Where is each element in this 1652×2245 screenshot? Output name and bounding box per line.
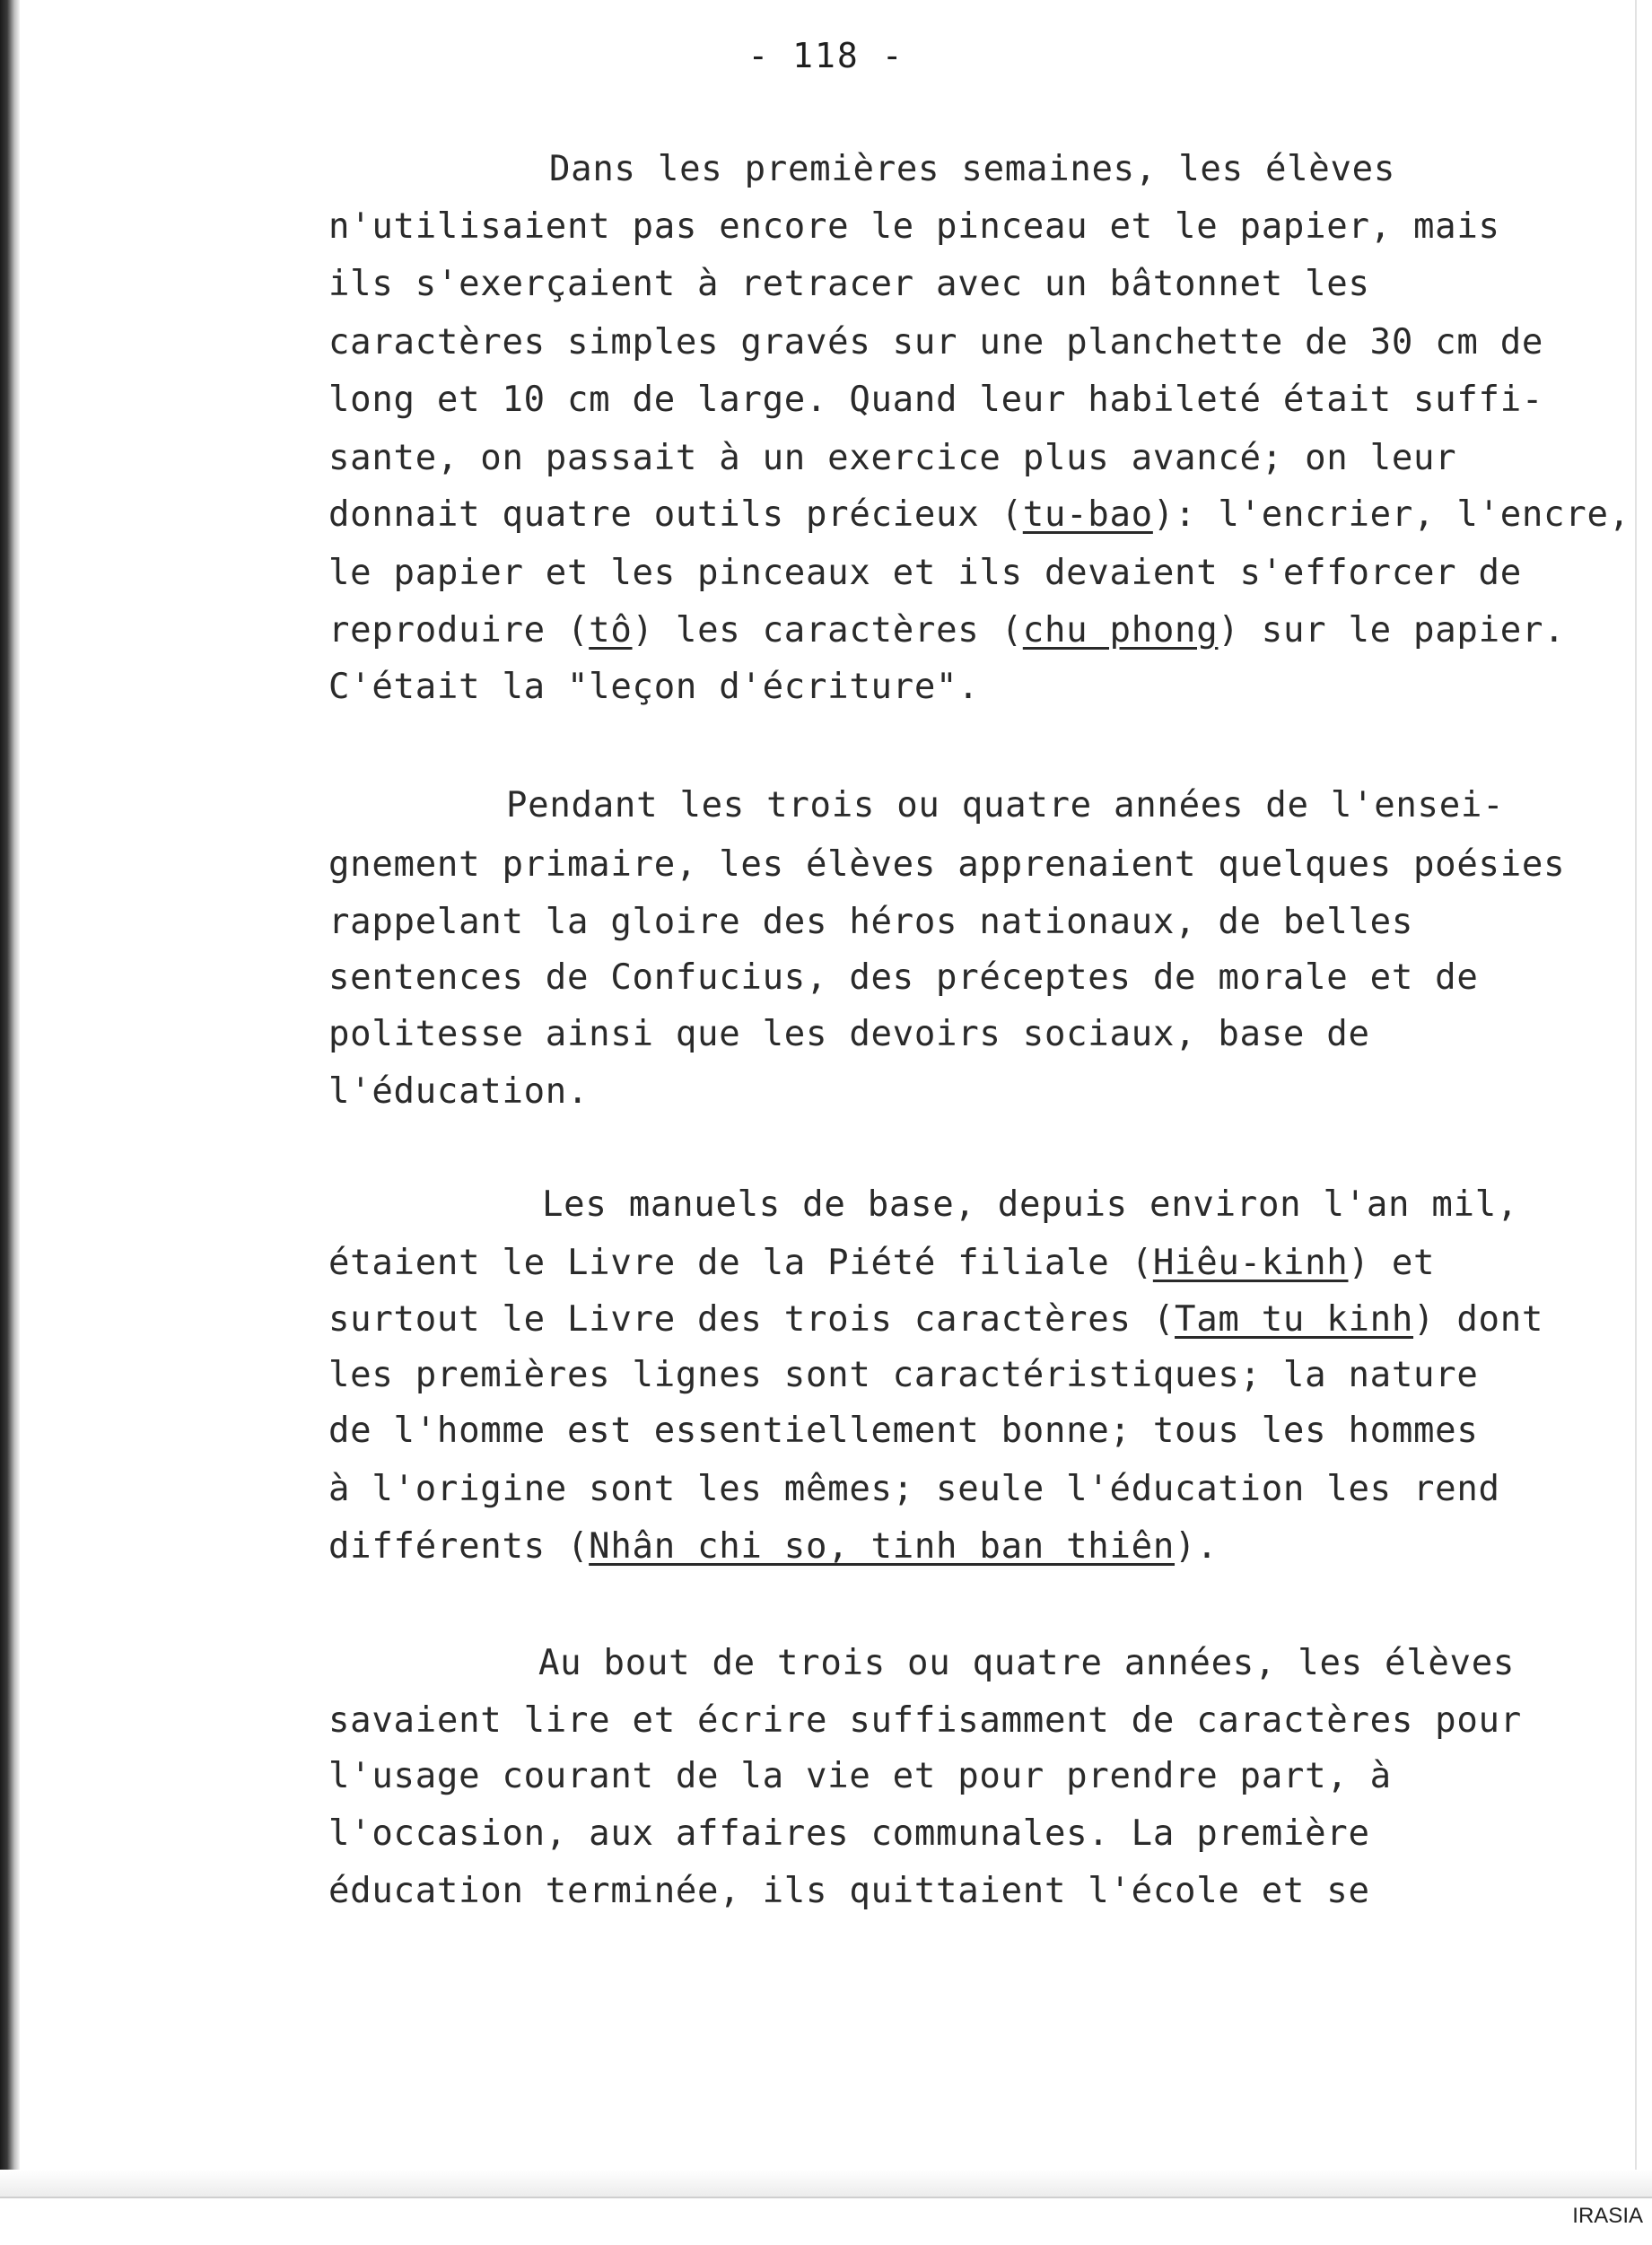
text-segment: surtout le Livre des trois caractères ( (328, 1299, 1176, 1340)
text-segment: l'usage courant de la vie et pour prendre part, à (328, 1756, 1392, 1796)
text-segment: le papier et les pinceaux et ils devaient s'efforcer de (328, 553, 1522, 593)
text-segment: les premières lignes sont caractéristiques; la nature (328, 1355, 1479, 1395)
underlined-term: Hiêu-kinh (1152, 1243, 1349, 1283)
text-segment: ) les caractères ( (632, 610, 1023, 651)
page-bottom-shadow (0, 2170, 1652, 2197)
text-line (328, 1700, 1522, 1742)
text-segment: sante, on passait à un exercice plus avancé; on leur (328, 438, 1457, 478)
text-segment: ). (1175, 1526, 1219, 1567)
underlined-term: Nhân chi so, tinh ban thiên (589, 1526, 1176, 1567)
text-segment: reproduire ( (328, 610, 590, 651)
text-line (328, 1243, 1435, 1284)
text-segment: sentences de Confucius, des préceptes de morale et de (328, 957, 1479, 998)
text-segment: ils s'exerçaient à retracer avec un bâtonnet les (328, 264, 1370, 304)
text-segment: n'utilisaient pas encore le pinceau et le papier, mais (328, 206, 1500, 247)
text-segment: l'occasion, aux affaires communales. La première (328, 1813, 1370, 1854)
text-line (328, 438, 1456, 479)
underlined-term: tu-bao (1022, 494, 1153, 535)
text-segment: éducation terminée, ils quittaient l'école et se (328, 1871, 1370, 1911)
text-line (328, 553, 1522, 594)
text-segment: gnement primaire, les élèves apprenaient quelques poésies (328, 844, 1566, 885)
text-line (506, 785, 1504, 826)
text-line (328, 1871, 1370, 1912)
scan-footer-band (0, 2197, 1652, 2245)
text-segment: l'éducation. (328, 1071, 590, 1112)
text-segment: savaient lire et écrire suffisamment de caractères pour (328, 1700, 1522, 1741)
text-line (328, 322, 1543, 363)
text-line (328, 667, 979, 708)
text-segment: étaient le Livre de la Piété filiale ( (328, 1243, 1153, 1283)
text-line (549, 149, 1395, 190)
text-line (328, 380, 1543, 421)
text-line (328, 844, 1565, 886)
text-line (328, 494, 1630, 536)
text-line (328, 610, 1565, 651)
text-line (328, 957, 1479, 999)
text-line (328, 1355, 1479, 1396)
text-segment: long et 10 cm de large. Quand leur habileté était suffi- (328, 380, 1544, 420)
text-line (328, 1411, 1479, 1452)
text-line (328, 1071, 589, 1113)
page-number: - 118 - (747, 36, 905, 75)
underlined-term: tô (589, 610, 633, 651)
text-segment: à l'origine sont les mêmes; seule l'éducation les rend (328, 1469, 1500, 1509)
text-segment: donnait quatre outils précieux ( (328, 494, 1023, 535)
text-line (328, 1756, 1392, 1797)
text-line (328, 1813, 1370, 1855)
archive-watermark: IRASIA (1572, 2204, 1643, 2228)
text-line (328, 1469, 1500, 1510)
text-segment: Dans les premières semaines, les élèves (549, 149, 1396, 189)
text-segment: Pendant les trois ou quatre années de l'ensei- (506, 785, 1505, 825)
text-segment: ): l'encrier, l'encre, (1152, 494, 1630, 535)
text-segment: différents ( (328, 1526, 590, 1567)
text-segment: Les manuels de base, depuis environ l'an mil, (542, 1184, 1519, 1225)
text-segment: politesse ainsi que les devoirs sociaux, base de (328, 1014, 1370, 1054)
text-line (328, 1014, 1370, 1055)
text-segment: rappelant la gloire des héros nationaux, de belles (328, 902, 1413, 942)
text-line (328, 264, 1370, 305)
text-line (328, 1526, 1218, 1568)
underlined-term: Tam tu kinh (1175, 1299, 1414, 1340)
scan-right-edge (1635, 0, 1637, 2189)
text-segment: ) et (1348, 1243, 1436, 1283)
text-segment: de l'homme est essentiellement bonne; tous les hommes (328, 1411, 1479, 1451)
text-segment: ) sur le papier. (1218, 610, 1566, 651)
text-segment: caractères simples gravés sur une planchette de 30 cm de (328, 322, 1544, 363)
underlined-term: chu phong (1022, 610, 1219, 651)
scan-binding-edge (0, 0, 20, 2243)
text-line (542, 1184, 1518, 1226)
text-line (328, 902, 1413, 943)
text-line (538, 1643, 1515, 1684)
text-segment: ) dont (1413, 1299, 1544, 1340)
text-segment: C'était la "leçon d'écriture". (328, 667, 980, 707)
text-line (328, 206, 1500, 248)
text-line (328, 1299, 1543, 1341)
text-segment: Au bout de trois ou quatre années, les élèves (538, 1643, 1516, 1683)
